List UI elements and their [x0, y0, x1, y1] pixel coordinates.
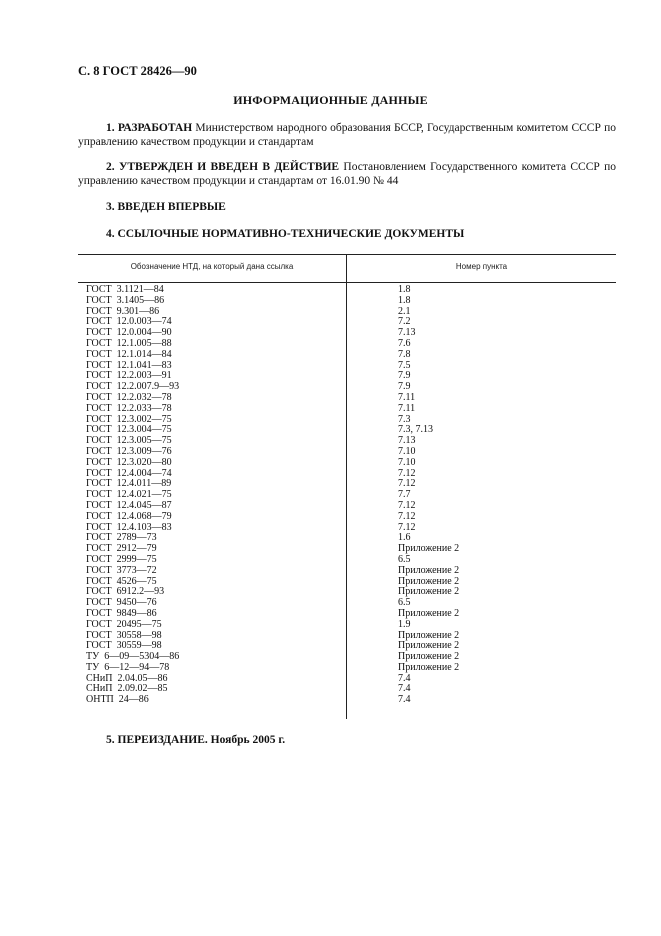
document-designation: ГОСТ 2789—73 [86, 532, 157, 544]
document-designation: ГОСТ 12.1.014—84 [86, 348, 172, 360]
document-designation: ТУ 6—09—5304—86 [86, 651, 180, 663]
clause-number: 7.3 [398, 413, 411, 425]
clause-number: 7.4 [398, 672, 411, 684]
table-row [78, 404, 616, 415]
paragraph-references-heading: 4. ССЫЛОЧНЫЕ НОРМАТИВНО-ТЕХНИЧЕСКИЕ ДОКУМЕНТЫ [106, 228, 465, 240]
clause-number: 7.13 [398, 435, 416, 447]
document-designation: ГОСТ 2999—75 [86, 553, 157, 565]
clause-number: 7.8 [398, 348, 411, 360]
document-designation: ГОСТ 12.4.004—74 [86, 467, 172, 479]
clause-number: Приложение 2 [398, 575, 460, 587]
paragraph-lead: 1. РАЗРАБОТАН [106, 122, 193, 134]
paragraph-text: Постановлением Государственного комитета СССР по управлению качеством продукции и стандартам от 16.01.90 № 44 [78, 161, 616, 187]
table-row [78, 555, 616, 566]
table-row [78, 544, 616, 555]
table-row [78, 620, 616, 631]
clause-number: Приложение 2 [398, 629, 460, 641]
document-designation: ГОСТ 12.3.005—75 [86, 435, 172, 447]
paragraph-lead: 2. УТВЕРЖДЕН И ВВЕДЕН В ДЕЙСТВИЕ [106, 161, 340, 173]
references-table [78, 254, 616, 719]
clause-number: 7.13 [398, 327, 416, 339]
clause-number: 7.10 [398, 456, 416, 468]
document-designation: ГОСТ 9450—76 [86, 597, 157, 609]
table-row [78, 533, 616, 544]
table-row [78, 684, 616, 695]
table-row [78, 523, 616, 534]
document-designation: ГОСТ 12.2.033—78 [86, 402, 172, 414]
table-row [78, 296, 616, 307]
document-designation: ГОСТ 12.3.002—75 [86, 413, 172, 425]
clause-number: 1.8 [398, 284, 411, 295]
clause-number: Приложение 2 [398, 543, 460, 555]
clause-number: 7.6 [398, 337, 411, 349]
document-designation: ГОСТ 9.301—86 [86, 305, 160, 317]
table-row [78, 587, 616, 598]
table-row [78, 566, 616, 577]
clause-number: Приложение 2 [398, 661, 460, 673]
document-designation: ГОСТ 12.1.005—88 [86, 337, 172, 349]
document-designation: ГОСТ 3773—72 [86, 564, 157, 576]
table-row [78, 458, 616, 469]
table-row [78, 512, 616, 523]
clause-number: 1.8 [398, 294, 411, 306]
clause-number: 6.5 [398, 597, 411, 609]
paragraph-developed [78, 121, 616, 149]
table-header-clause: Номер пункта [455, 262, 508, 271]
table-row [78, 350, 616, 361]
table-header-document: Обозначение НТД, на который дана ссылка [130, 262, 294, 271]
document-designation: ГОСТ 12.1.041—83 [86, 359, 172, 371]
document-designation: ГОСТ 12.4.103—83 [86, 521, 172, 533]
document-designation: ГОСТ 20495—75 [86, 618, 162, 630]
table-row [78, 598, 616, 609]
paragraph-reissue: 5. ПЕРЕИЗДАНИЕ. Ноябрь 2005 г. [106, 734, 286, 746]
document-designation: ГОСТ 6912.2—93 [86, 586, 165, 598]
document-designation: ГОСТ 12.2.007.9—93 [86, 381, 180, 393]
clause-number: 7.9 [398, 370, 411, 382]
paragraph-approved [78, 160, 616, 188]
clause-number: 7.12 [398, 478, 416, 490]
clause-number: 7.3, 7.13 [398, 424, 433, 436]
document-designation: ГОСТ 30559—98 [86, 640, 162, 652]
clause-number: 7.4 [398, 694, 411, 706]
clause-number: Приложение 2 [398, 651, 460, 663]
clause-number: 7.11 [398, 402, 416, 414]
clause-number: Приложение 2 [398, 564, 460, 576]
clause-number: 1.9 [398, 618, 411, 630]
clause-number: Приложение 2 [398, 640, 460, 652]
table-row [78, 695, 616, 706]
document-designation: ГОСТ 12.4.011—89 [86, 478, 172, 490]
clause-number: 7.9 [398, 381, 411, 393]
document-designation: ГОСТ 12.4.045—87 [86, 499, 172, 511]
table-top-rule [78, 254, 616, 255]
table-body [78, 285, 616, 706]
clause-number: 7.12 [398, 510, 416, 522]
clause-number: 7.4 [398, 683, 411, 695]
document-designation: ГОСТ 12.0.004—90 [86, 327, 172, 339]
clause-number: 7.12 [398, 521, 416, 533]
document-designation: СНиП 2.09.02—85 [86, 683, 168, 695]
paragraph-text: Министерством народного образования БССР, Государственным комитетом СССР по управлению качеством продукции и стандартам [78, 122, 616, 148]
document-designation: ГОСТ 12.0.003—74 [86, 316, 172, 328]
paragraph-introduced: 3. ВВЕДЕН ВПЕРВЫЕ [106, 201, 226, 213]
clause-number: 7.7 [398, 489, 411, 501]
document-designation: ГОСТ 9849—86 [86, 607, 157, 619]
page-header: С. 8 ГОСТ 28426—90 [78, 64, 197, 78]
clause-number: 7.12 [398, 499, 416, 511]
document-designation: ГОСТ 12.2.032—78 [86, 391, 172, 403]
document-designation: ГОСТ 30558—98 [86, 629, 162, 641]
clause-number: 7.2 [398, 316, 411, 328]
document-designation: ГОСТ 4526—75 [86, 575, 157, 587]
document-designation: ГОСТ 2912—79 [86, 543, 157, 555]
document-designation: ГОСТ 12.4.021—75 [86, 489, 172, 501]
document-designation: ГОСТ 12.3.020—80 [86, 456, 172, 468]
clause-number: 7.12 [398, 467, 416, 479]
section-title: ИНФОРМАЦИОННЫЕ ДАННЫЕ [233, 93, 428, 107]
clause-number: 7.10 [398, 445, 416, 457]
document-designation: ТУ 6—12—94—78 [86, 661, 170, 673]
clause-number: 7.11 [398, 391, 416, 403]
clause-number: 2.1 [398, 305, 411, 317]
document-designation: ОНТП 24—86 [86, 694, 149, 706]
document-designation: ГОСТ 3.1121—84 [86, 284, 164, 295]
document-designation: ГОСТ 12.4.068—79 [86, 510, 172, 522]
clause-number: 6.5 [398, 553, 411, 565]
clause-number: Приложение 2 [398, 586, 460, 598]
clause-number: Приложение 2 [398, 607, 460, 619]
clause-number: 7.5 [398, 359, 411, 371]
clause-number: 1.6 [398, 532, 411, 544]
table-header-rule [78, 282, 616, 283]
document-designation: ГОСТ 12.3.009—76 [86, 445, 172, 457]
document-designation: ГОСТ 12.3.004—75 [86, 424, 172, 436]
document-designation: ГОСТ 3.1405—86 [86, 294, 165, 306]
document-designation: ГОСТ 12.2.003—91 [86, 370, 172, 382]
document-designation: СНиП 2.04.05—86 [86, 672, 168, 684]
